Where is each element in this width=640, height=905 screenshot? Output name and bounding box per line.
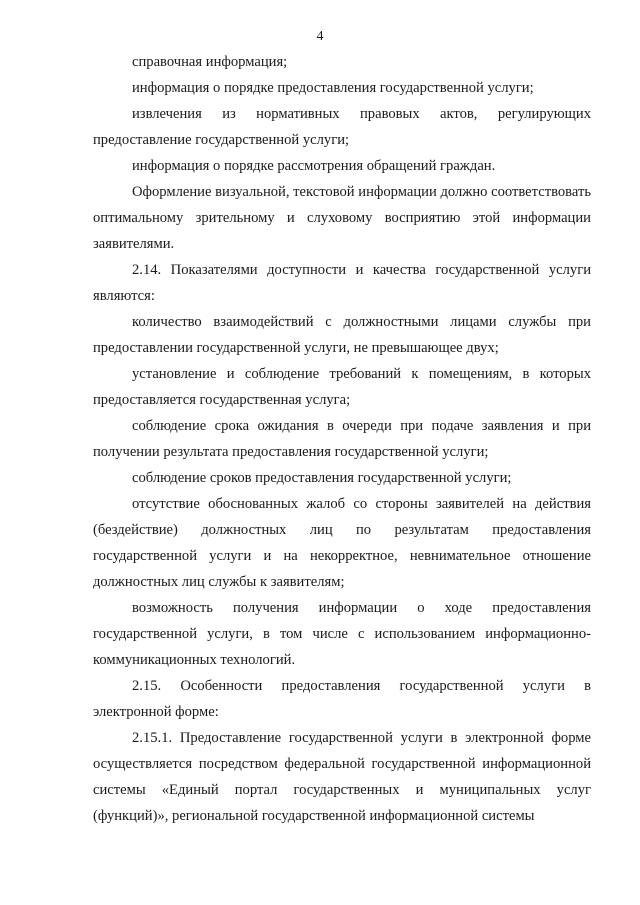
paragraph-section-2-14: 2.14. Показателями доступности и качества государственной услуги являются:	[93, 262, 591, 304]
paragraph-section-2-15: 2.15. Особенности предоставления государственной услуги в электронной форме:	[93, 678, 591, 720]
document-body	[93, 49, 591, 829]
paragraph-queue-waiting: соблюдение срока ожидания в очереди при подаче заявления и при получении результата предоставления государственной услуги;	[93, 418, 591, 460]
paragraph-progress-info: возможность получения информации о ходе предоставления государственной услуги, в том числе с использованием информационно-коммуникационных технологий.	[93, 600, 591, 668]
paragraph-visual-design: Оформление визуальной, текстовой информации должно соответствовать оптимальному зрительному и слуховому восприятию этой информации заявителями.	[93, 184, 591, 252]
paragraph-premises-requirements: установление и соблюдение требований к помещениям, в которых предоставляется государственная услуга;	[93, 366, 591, 408]
paragraph-reference-info: справочная информация;	[132, 54, 288, 70]
paragraph-appeals-info: информация о порядке рассмотрения обращений граждан.	[132, 158, 496, 174]
paragraph-no-complaints: отсутствие обоснованных жалоб со стороны заявителей на действия (бездействие) должностных лиц по результатам предоставления государственной услуги и на некорректное, невнимательное отношение должностных лиц службы к заявителям;	[93, 496, 591, 590]
paragraph-interactions-count: количество взаимодействий с должностными лицами службы при предоставлении государственной услуги, не превышающее двух;	[93, 314, 591, 356]
page-number: 4	[316, 29, 324, 44]
paragraph-section-2-15-1: 2.15.1. Предоставление государственной услуги в электронной форме осуществляется посредством федеральной государственной информационной системы «Единый портал государственных и муниципальных услуг (функций)», региональной государственной информационной системы	[93, 730, 591, 824]
paragraph-legal-extracts: извлечения из нормативных правовых актов, регулирующих предоставление государственной услуги;	[93, 106, 591, 148]
paragraph-service-deadlines: соблюдение сроков предоставления государственной услуги;	[132, 470, 512, 486]
paragraph-procedure-info: информация о порядке предоставления государственной услуги;	[132, 80, 534, 96]
